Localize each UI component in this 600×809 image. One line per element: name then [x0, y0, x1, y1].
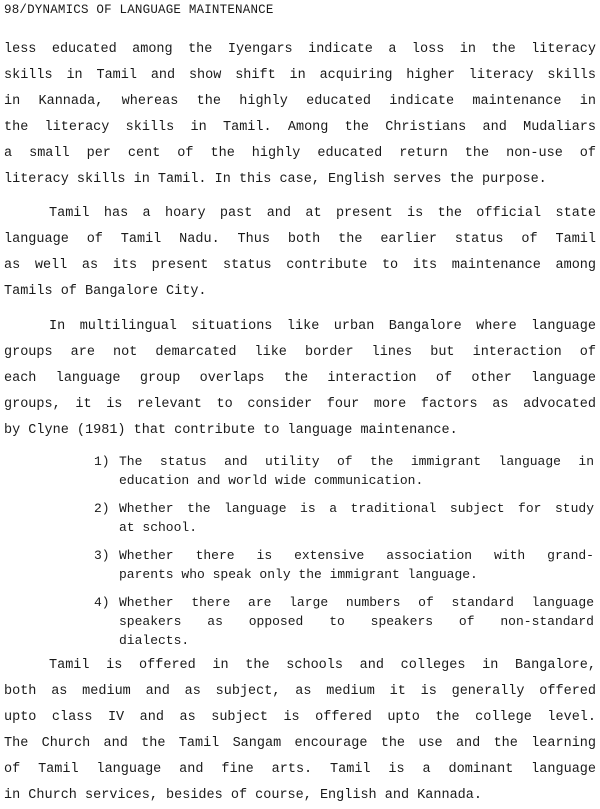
- text-line: In multilingual situations like urban Bangalore where language: [49, 319, 596, 334]
- factors-list: [94, 452, 594, 659]
- text-line: a small per cent of the highly educated return the non-use of: [4, 146, 596, 161]
- list-item: [94, 593, 594, 650]
- list-line: parents who speak only the immigrant language.: [119, 567, 478, 582]
- text-line: both as medium and as subject, as medium it is generally offered: [4, 684, 596, 699]
- list-line: Whether there are large numbers of standard language: [119, 595, 594, 610]
- text-line: upto class IV and as subject is offered upto the college level.: [4, 710, 596, 725]
- text-line: language of Tamil Nadu. Thus both the earlier status of Tamil: [4, 232, 596, 247]
- list-item: [94, 499, 594, 537]
- list-line: Whether there is extensive association with grand-: [119, 548, 594, 563]
- text-line: Tamils of Bangalore City.: [4, 284, 207, 299]
- text-line: by Clyne (1981) that contribute to language maintenance.: [4, 423, 458, 438]
- text-line: Tamil has a hoary past and at present is the official state: [49, 206, 596, 221]
- paragraph-multilingual-situations: [4, 314, 596, 444]
- list-line: dialects.: [119, 633, 190, 648]
- list-number: 1): [94, 454, 110, 469]
- text-line: groups are not demarcated like border lines but interaction of: [4, 345, 596, 360]
- paragraph-tamil-education: [4, 653, 596, 809]
- list-line: speakers as opposed to speakers of non-standard: [119, 614, 594, 629]
- text-line: as well as its present status contribute to its maintenance among: [4, 258, 596, 273]
- list-line: at school.: [119, 520, 198, 535]
- text-line: in Kannada, whereas the highly educated indicate maintenance in: [4, 94, 596, 109]
- list-number: 3): [94, 548, 110, 563]
- running-head: 98/DYNAMICS OF LANGUAGE MAINTENANCE: [4, 3, 274, 17]
- text-line: each language group overlaps the interaction of other language: [4, 371, 596, 386]
- text-line: in Church services, besides of course, English and Kannada.: [4, 788, 482, 803]
- text-line: Tamil is offered in the schools and colleges in Bangalore,: [49, 658, 596, 673]
- text-line: skills in Tamil and show shift in acquiring higher literacy skills: [4, 68, 596, 83]
- list-number: 4): [94, 595, 110, 610]
- text-line: less educated among the Iyengars indicate a loss in the literacy: [4, 42, 596, 57]
- list-item: [94, 546, 594, 584]
- paragraph-literacy-skills: [4, 37, 596, 193]
- paragraph-tamil-status: [4, 201, 596, 305]
- text-line: groups, it is relevant to consider four more factors as advocated: [4, 397, 596, 412]
- text-line: literacy skills in Tamil. In this case, English serves the purpose.: [4, 172, 547, 187]
- list-line: Whether the language is a traditional subject for study: [119, 501, 594, 516]
- list-item: [94, 452, 594, 490]
- list-line: The status and utility of the immigrant language in: [119, 454, 594, 469]
- list-line: education and world wide communication.: [119, 473, 424, 488]
- list-number: 2): [94, 501, 110, 516]
- text-line: the literacy skills in Tamil. Among the Christians and Mudaliars: [4, 120, 596, 135]
- text-line: of Tamil language and fine arts. Tamil is a dominant language: [4, 762, 596, 777]
- text-line: The Church and the Tamil Sangam encourage the use and the learning: [4, 736, 596, 751]
